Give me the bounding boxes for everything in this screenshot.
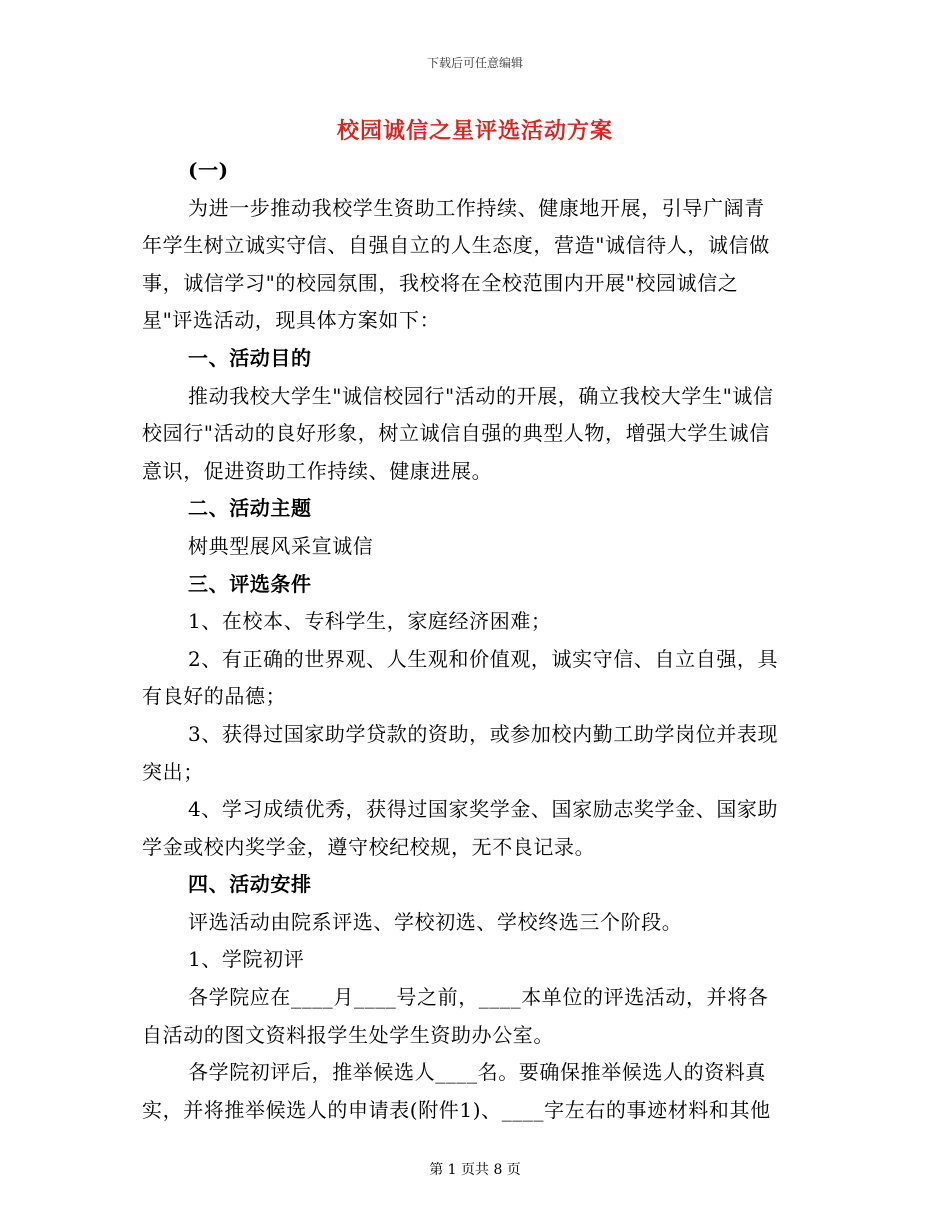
paragraph-line: 2、有正确的世界观、人生观和价值观，诚实守信、自立自强，具 — [188, 646, 779, 671]
section-heading-line: 三、评选条件 — [188, 571, 312, 596]
document-body — [142, 152, 812, 1129]
paragraph-line: 星"评选活动，现具体方案如下： — [142, 308, 441, 333]
paragraph-line: 1、在校本、专科学生，家庭经济困难； — [188, 609, 552, 634]
paragraph-line: 有良好的品德； — [142, 684, 287, 709]
section-heading-line: 一、活动目的 — [188, 345, 312, 370]
page-number-footer: 第 1 页共 8 页 — [429, 1162, 521, 1178]
paragraph-line: 为进一步推动我校学生资助工作持续、健康地开展，引导广阔青 — [188, 195, 765, 220]
header-note: 下载后可任意编辑 — [426, 56, 523, 70]
section-heading-line: 四、活动安排 — [188, 872, 312, 897]
paragraph-line: 意识，促进资助工作持续、健康进展。 — [142, 458, 493, 483]
paragraph-line: 学金或校内奖学金，遵守校纪校规，无不良记录。 — [142, 834, 596, 859]
section-heading-line: 二、活动主题 — [188, 496, 312, 521]
document-title: 校园诚信之星评选活动方案 — [336, 118, 613, 144]
paragraph-line: 自活动的图文资料报学生处学生资助办公室。 — [142, 1022, 554, 1047]
paragraph-line: 推动我校大学生"诚信校园行"活动的开展，确立我校大学生"诚信 — [188, 383, 774, 408]
paragraph-line: 事，诚信学习"的校园氛围，我校将在全校范围内开展"校园诚信之 — [142, 270, 739, 295]
paragraph-line: 3、获得过国家助学贷款的资助，或参加校内勤工助学岗位并表现 — [188, 721, 779, 746]
paragraph-line: 4、学习成绩优秀，获得过国家奖学金、国家励志奖学金、国家助 — [188, 797, 779, 822]
paragraph-line: 实，并将推举候选人的申请表(附件1)、____字左右的事迹材料和其他 — [142, 1097, 771, 1122]
paragraph-line: 校园行"活动的良好形象，树立诚信自强的典型人物，增强大学生诚信 — [142, 421, 770, 446]
paragraph-line: 1、学院初评 — [188, 947, 305, 972]
paragraph-line: 评选活动由院系评选、学校初选、学校终选三个阶段。 — [188, 909, 683, 934]
paragraph-line: 树典型展风采宣诚信 — [188, 533, 374, 558]
section-heading-line: (一) — [188, 158, 229, 182]
paragraph-line: 各学院初评后，推举候选人____名。要确保推举候选人的资料真 — [188, 1060, 766, 1085]
paragraph-line: 突出； — [142, 759, 204, 784]
paragraph-line: 年学生树立诚实守信、自强自立的人生态度，营造"诚信待人，诚信做 — [142, 233, 770, 258]
paragraph-line: 各学院应在____月____号之前，____本单位的评选活动，并将各 — [188, 985, 769, 1010]
